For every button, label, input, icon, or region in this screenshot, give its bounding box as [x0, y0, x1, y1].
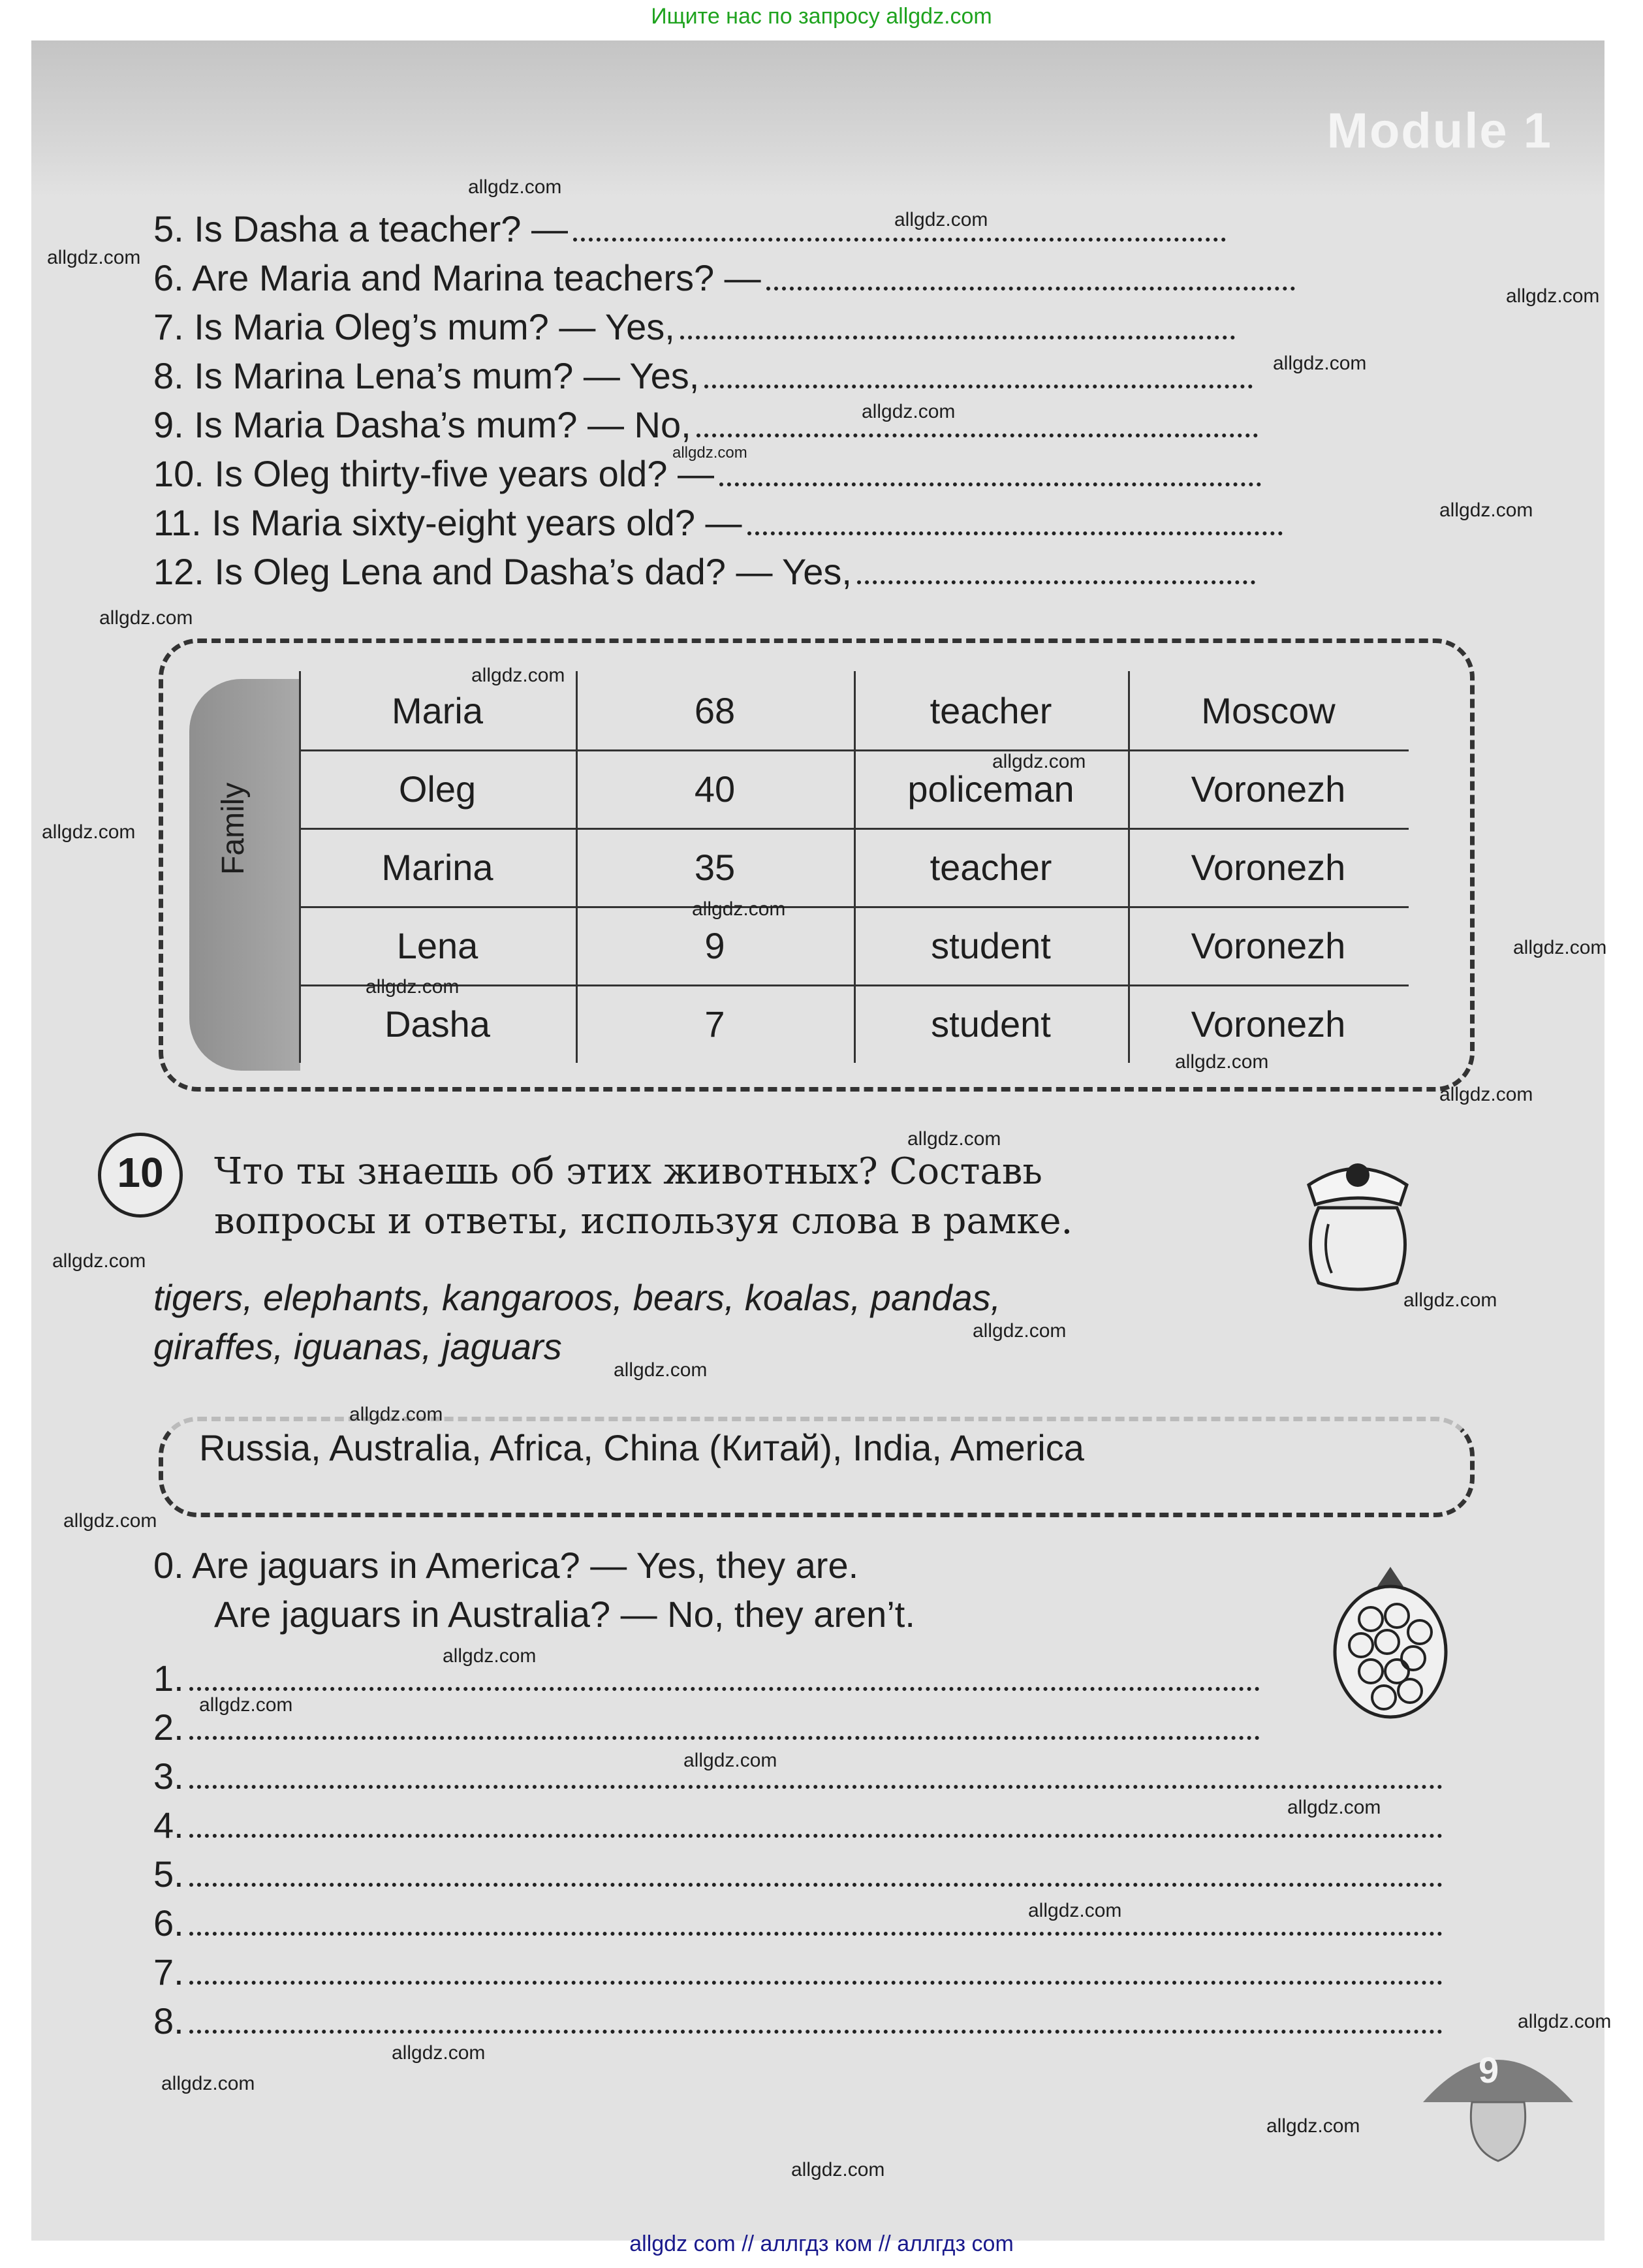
family-label: Family: [216, 782, 251, 875]
cell-city-1: Moscow: [1201, 690, 1336, 731]
watermark: allgdz.com: [199, 1694, 293, 1716]
watermark: allgdz.com: [1266, 2115, 1360, 2137]
exercise-instruction-line2: вопросы и ответы, используя слова в рамке.: [214, 1200, 1073, 1242]
family-table: [299, 671, 1409, 1063]
question-7: 7. Is Maria Oleg’s mum? — Yes,: [153, 306, 1235, 348]
watermark: allgdz.com: [47, 247, 141, 268]
watermark: allgdz.com: [366, 976, 460, 998]
question-12: 12. Is Oleg Lena and Dasha’s dad? — Yes,: [153, 550, 1255, 593]
watermark: allgdz.com: [392, 2042, 486, 2064]
question-9: 9. Is Maria Dasha’s mum? — No,: [153, 403, 1258, 446]
watermark: allgdz.com: [1028, 1900, 1122, 1921]
exercise-instruction-line1: Что ты знаешь об этих животных? Составь: [214, 1150, 1042, 1193]
cell-age-4: 9: [704, 925, 725, 966]
question-5: 5. Is Dasha a teacher? —: [153, 208, 1226, 250]
top-search-link[interactable]: Ищите нас по запросу allgdz.com: [651, 4, 992, 29]
watermark: allgdz.com: [468, 176, 562, 198]
cell-age-1: 68: [694, 690, 736, 731]
watermark: allgdz.com: [1175, 1051, 1269, 1073]
watermark: allgdz.com: [443, 1645, 537, 1667]
example-line2: Are jaguars in Australia? — No, they aren’t.: [214, 1594, 915, 1635]
watermark: allgdz.com: [161, 2073, 255, 2094]
watermark: allgdz.com: [692, 898, 786, 920]
question-11: 11. Is Maria sixty-eight years old? —: [153, 501, 1283, 544]
answer-line-5[interactable]: 5.: [153, 1853, 1443, 1895]
bottom-site-links[interactable]: allgdz com // аллгдз ком // аллгдз com: [629, 2231, 1014, 2256]
cell-job-1: teacher: [930, 690, 1052, 731]
jam-jar-icon: [1296, 1146, 1420, 1296]
watermark: allgdz.com: [1439, 499, 1533, 521]
family-tab: [189, 679, 300, 1071]
module-title: Module 1: [1326, 103, 1552, 159]
cell-city-5: Voronezh: [1191, 1003, 1346, 1045]
answer-line-1[interactable]: 1.: [153, 1657, 1260, 1699]
cell-age-2: 40: [694, 768, 736, 810]
watermark: allgdz.com: [1513, 937, 1607, 958]
question-8: 8. Is Marina Lena’s mum? — Yes,: [153, 354, 1253, 397]
question-6: 6. Are Maria and Marina teachers? —: [153, 257, 1295, 299]
example-line1: 0. Are jaguars in America? — Yes, they are.: [153, 1545, 859, 1586]
watermark: allgdz.com: [349, 1404, 443, 1425]
answer-line-8[interactable]: 8.: [153, 2000, 1443, 2042]
watermark: allgdz.com: [973, 1320, 1067, 1342]
watermark: allgdz.com: [683, 1750, 777, 1771]
answer-line-3[interactable]: 3.: [153, 1755, 1443, 1797]
watermark: allgdz.com: [894, 209, 988, 230]
watermark: allgdz.com: [1506, 285, 1600, 307]
watermark: allgdz.com: [1273, 353, 1367, 374]
cell-age-3: 35: [694, 847, 736, 888]
answer-line-2[interactable]: 2.: [153, 1706, 1260, 1748]
cell-age-5: 7: [704, 1003, 725, 1045]
cell-job-3: teacher: [930, 847, 1052, 888]
page-number: 9: [1479, 2049, 1499, 2090]
cell-name-1: Maria: [391, 690, 484, 731]
cell-job-2: policeman: [907, 768, 1074, 810]
cell-job-5: student: [931, 1003, 1051, 1045]
answer-line-6[interactable]: 6.: [153, 1902, 1443, 1944]
watermark: allgdz.com: [99, 607, 193, 629]
question-10: 10. Is Oleg thirty-five years old? —: [153, 452, 1261, 495]
animals-line2: giraffes, iguanas, jaguars: [153, 1326, 562, 1367]
answer-line-7[interactable]: 7.: [153, 1951, 1443, 1993]
watermark: allgdz.com: [1439, 1084, 1533, 1105]
raspberry-icon: [1325, 1560, 1456, 1724]
watermark: allgdz.com: [614, 1359, 708, 1381]
cell-city-4: Voronezh: [1191, 925, 1346, 966]
cell-name-4: Lena: [396, 925, 478, 966]
cell-name-5: Dasha: [384, 1003, 490, 1045]
watermark: allgdz.com: [1518, 2011, 1612, 2032]
watermark: allgdz.com: [63, 1510, 157, 1532]
watermark: allgdz.com: [862, 401, 956, 422]
places-list: Russia, Australia, Africa, China (Китай), India, America: [199, 1427, 1084, 1468]
watermark: allgdz.com: [907, 1128, 1001, 1150]
watermark: allgdz.com: [992, 751, 1086, 772]
cell-city-3: Voronezh: [1191, 847, 1346, 888]
watermark: allgdz.com: [42, 821, 136, 843]
exercise-number-badge: 10: [98, 1133, 183, 1218]
watermark: allgdz.com: [52, 1250, 146, 1272]
watermark: allgdz.com: [672, 444, 747, 462]
watermark: allgdz.com: [471, 665, 565, 686]
cell-name-3: Marina: [381, 847, 493, 888]
cell-city-2: Voronezh: [1191, 768, 1346, 810]
cell-job-4: student: [931, 925, 1051, 966]
answer-line-4[interactable]: 4.: [153, 1804, 1443, 1846]
cell-name-2: Oleg: [398, 768, 477, 810]
watermark: allgdz.com: [1403, 1289, 1497, 1311]
animals-line1: tigers, elephants, kangaroos, bears, koalas, pandas,: [153, 1277, 1001, 1318]
watermark: allgdz.com: [791, 2159, 885, 2181]
watermark: allgdz.com: [1287, 1797, 1381, 1818]
